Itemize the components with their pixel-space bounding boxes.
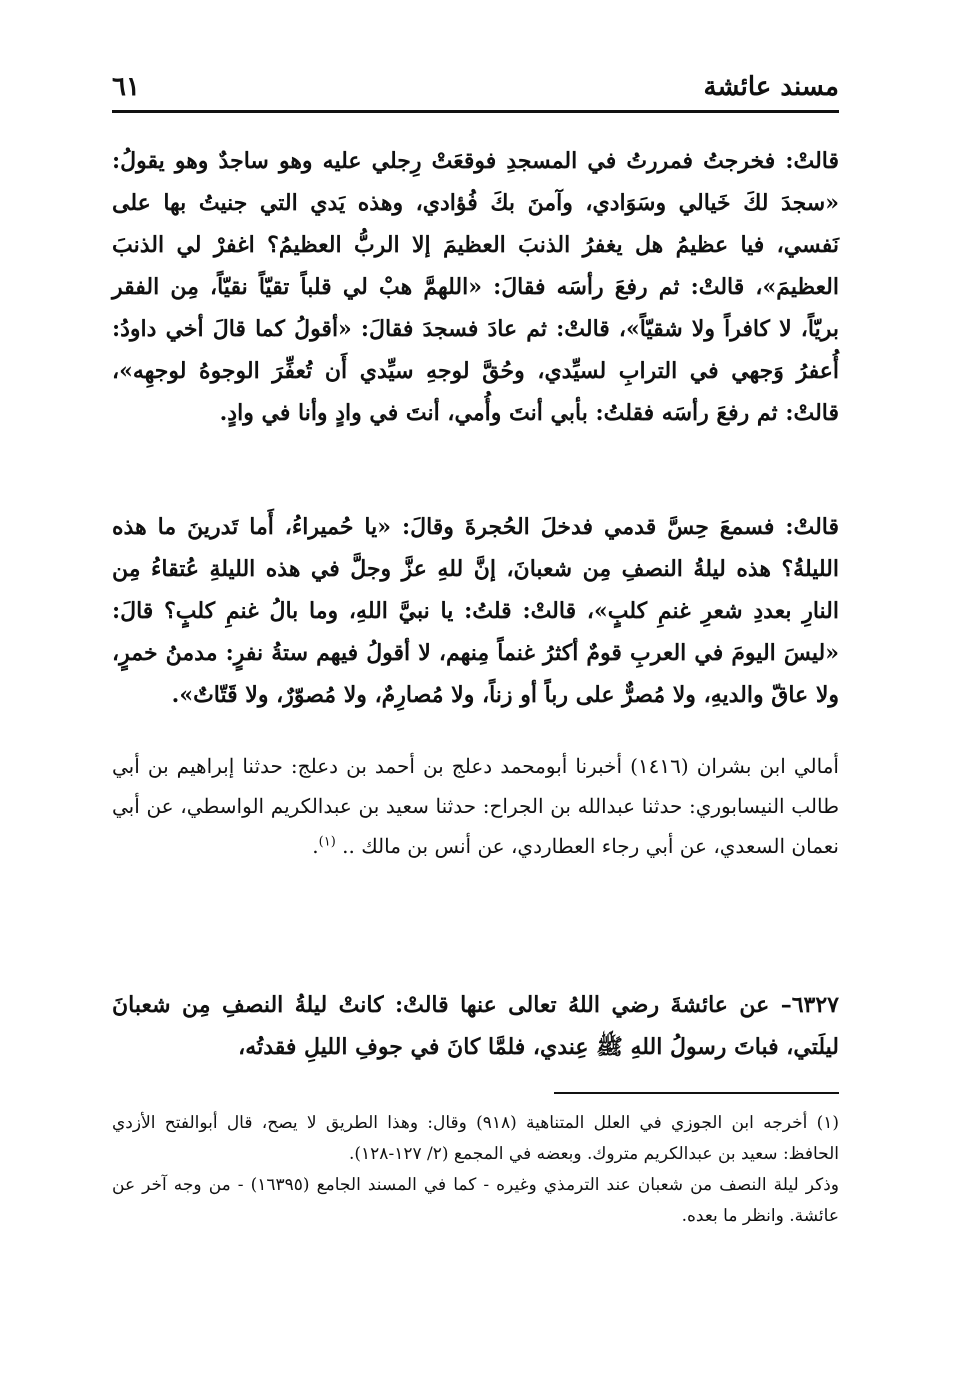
- running-title: مسند عائشة: [703, 72, 839, 102]
- isnad-end-mark: .: [312, 834, 319, 858]
- footnotes-section: [112, 1108, 839, 1232]
- footnote-1-continuation: وذكر ليلة النصف من شعبان عند الترمذي وغيره - كما في المسند الجامع (١٦٣٩٥) - من وجه آخر عن عائشة. وانظر ما بعده.: [112, 1175, 839, 1226]
- hadith-paragraph-1: قالتْ: فخرجتُ فمررتُ في المسجدِ فوقعَتْ رِجلي عليه وهو ساجدٌ وهو يقولُ: «سجدَ لكَ خَيالي وسَوَادي، وآمنَ بكَ فُؤادي، وهذه يَدي التي جنيتُ بها على نَفسي، فيا عظيمُ هل يغفرُ الذنبَ العظيمَ إلا الربُّ العظيمُ؟ اغفرْ لي الذنبَ العظيمَ»، قالتْ: ثم رفعَ رأسَه فقالَ: «اللهمَّ هبْ لي قلباً تقيّاً نقيّاً، مِن الفقر بريّاً، لا كافراً ولا شقيّاً»، قالتْ: ثم عادَ فسجدَ فقالَ: «أقولُ كما قالَ أخي داودُ: أُعفرُ وَجهي في الترابِ لسيِّدي، وحُقَّ لوجهِ سيِّدي أَن تُعفِّرَ الوجوهُ لوجهِه»، قالتْ: ثم رفعَ رأسَه فقلتُ: بأبي أنتَ وأُمي، أنتَ في وادٍ وأنا في وادٍ.: [112, 148, 839, 426]
- footnote-separator: [554, 1092, 839, 1094]
- page-number: ٦١: [112, 72, 140, 102]
- page-header: [112, 66, 839, 113]
- footnote-1: (١) أخرجه ابن الجوزي في العلل المتناهية (٩١٨) وقال: وهذا الطريق لا يصح، قال أبوالفتح الأزدي الحافظ: سعيد بن عبدالكريم متروك. وبعضه في المجمع (٢/ ١٢٧-١٢٨).: [112, 1113, 839, 1164]
- isnad-text: أمالي ابن بشران (١٤١٦) أخبرنا أبومحمد دعلج بن أحمد بن دعلج: حدثنا إبراهيم بن أبي طالب النيسابوري: حدثنا عبدالله بن الجراح: حدثنا سعيد بن عبدالكريم الواسطي، عن أبي نعمان السعدي، عن أبي رجاء العطاردي، عن أنس بن مالك ..: [112, 754, 839, 858]
- isnad-paragraph: [112, 746, 839, 866]
- hadith-paragraph-6327: ٦٣٢٧– عن عائشةَ رضي اللهُ تعالى عنها قالتْ: كانتْ ليلةُ النصفِ مِن شعبانَ ليلَتي، فباتَ رسولُ اللهِ ﷺ عِندي، فلمَّا كانَ في جوفِ الليلِ فقدتُه،: [112, 992, 839, 1060]
- footnote-reference: (١): [318, 834, 336, 850]
- hadith-paragraph-2: قالتْ: فسمعَ حِسَّ قدمي فدخلَ الحُجرةَ وقالَ: «يا حُميراءُ، أَما تَدرينَ ما هذه الليلةُ؟ هذه ليلةُ النصفِ مِن شعبانَ، إنَّ للهِ عزَّ وجلَّ في هذه الليلةِ عُتقاءُ مِن النارِ بعددِ شعرِ غنمِ كلبٍ»، قالتْ: قلتُ: يا نبيَّ اللهِ، وما بالُ غنمِ كلبٍ؟ قالَ: «ليسَ اليومَ في العربِ قومٌ أكثرُ غنماً مِنهم، لا أقولُ فيهم ستةُ نفرٍ: مدمنُ خمرٍ، ولا عاقّ والديهِ، ولا مُصرٌّ على رباً أو زناً، ولا مُصارِمٌ، ولا مُصوّرٌ، ولا قَتّاتٌ».: [112, 514, 839, 708]
